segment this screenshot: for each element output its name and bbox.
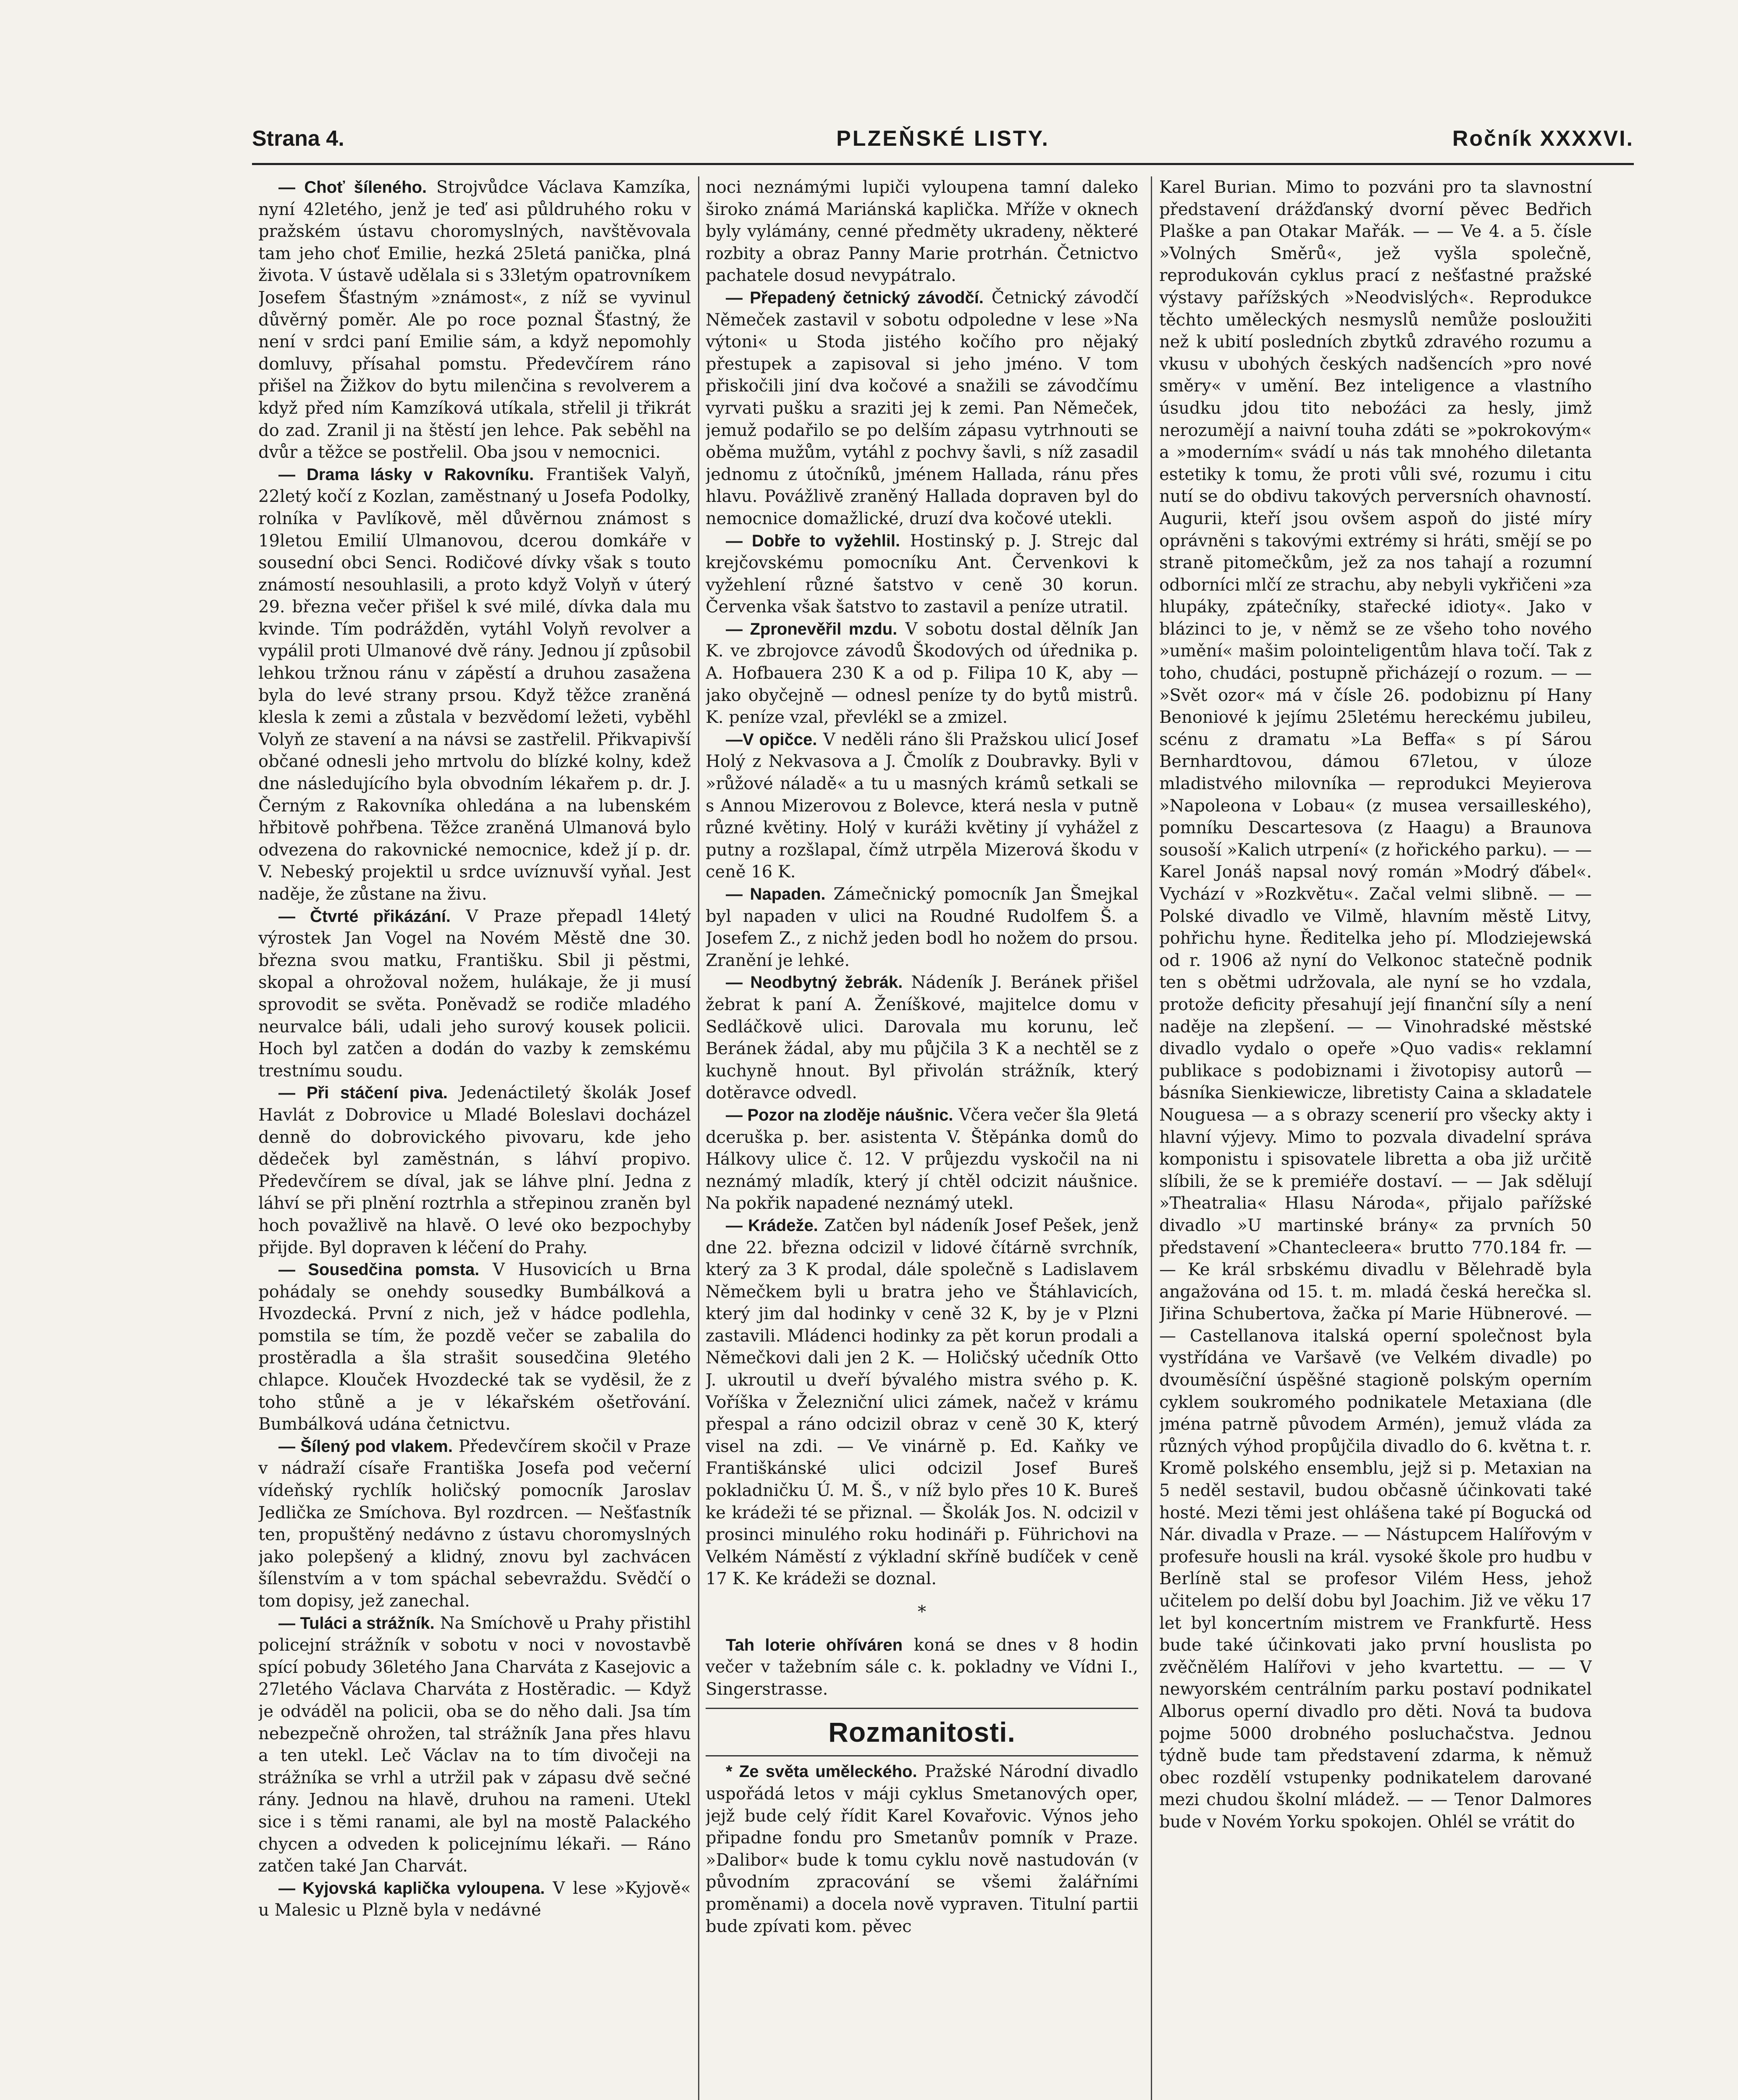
notice-item xyxy=(706,1634,1138,1701)
column-2 xyxy=(706,176,1138,2100)
news-item xyxy=(258,906,691,1082)
news-headline: — Neodbytný žebrák. xyxy=(726,973,903,992)
news-text: Strojvůdce Václava Kamzíka, nyní 42letého, jenž je teď asi půldruhého roku v pražském ústavu choromyslných, navštěvovala tam jeho choť Emilie, hezká 25letá panička, plná života. V ústavě udělala si s 33letým opatrovníkem Josefem Šťastným »známost«, z níž se vyvinul důvěrný poměr. Ale po roce poznal Šťastný, že není v srdci paní Emilie sám, a když nepomohly domluvy, přísahal pomstu. Předevčírem ráno přišel na Žižkov do bytu milenčina s revolverem a když před ním Kamzíková utíkala, střelil ji třikrát do zad. Zranil ji na štěstí jen lehce. Pak seběhl na dvůr a těžce se postřelil. Oba jsou v nemocnici. xyxy=(258,178,691,462)
column-divider-1 xyxy=(698,176,699,2100)
news-headline: — Pozor na zloděje náušnic. xyxy=(726,1105,953,1124)
news-text: V neděli ráno šli Pražskou ulicí Josef Holý z Nekvasova a J. Čmolík z Doubravky. Byli v »růžové náladě« a tu u masných krámů setkali se s Annou Mizerovou z Bolevce, která nesla v putně různé květiny. Holý v kuráži květiny jí vyhážel z putny a rozšlapal, čímž utrpěla Mizerová škodu v ceně 16 K. xyxy=(706,730,1138,882)
news-headline: — Sousedčina pomsta. xyxy=(278,1260,480,1279)
news-text: Nádeník J. Beránek přišel žebrat k paní A. Ženíškové, majitelce domu v Sedláčkově ulici. Darovala mu korunu, leč Beránek žádal, aby mu půjčila 3 K a nechtěl se z kuchyně hnout. Byl přivolán strážník, který dotěravce odvedl. xyxy=(706,973,1138,1103)
news-item xyxy=(706,1215,1138,1590)
news-text: František Valyň, 22letý kočí z Kozlan, zaměstnaný u Josefa Podolky, rolníka v Pavlíkově, měl důvěrnou známost s 19letou Emilií Ulmanovou, dcerou domkáře v sousední obci Senci. Rodičové dívky však s touto známostí nesouhlasili, a proto když Volyň v úterý 29. března večer přišel k své milé, dívka dala mu kvinde. Tím podrážděn, vytáhl Volyň revolver a vypálil proti Ulmanové dvě rány. Jednou jí způsobil lehkou tržnou ránu v zápěstí a druhou zasažena byla do levé strany prsou. Když těžce zraněná klesla k zemi a zůstala v bezvědomí ležeti, vyběhl Volyň ze stavení a na návsi se zastřelil. Přikvapivší občané odnesli jeho mrtvolu do blízké kolny, kdež dne následujícího byla obvodním lékařem p. dr. J. Černým z Rakovníka ohledána a na lubenském hřbitově pohřbena. Těžce zraněná Ulmanová bylo odvezena do rakovnické nemocnice, kdež jí p. dr. V. Nebeský projektil u srdce uvíznuvší vyňal. Jest naděje, že zůstane na živu. xyxy=(258,465,691,904)
section-rule xyxy=(706,1755,1138,1756)
news-item xyxy=(706,1104,1138,1215)
column-3 xyxy=(1159,176,1592,2100)
news-item xyxy=(706,618,1138,729)
news-text: Na Smíchově u Prahy přistihl policejní strážník v sobotu v noci v novostavbě spící pobudy 36letého Jana Charváta z Kasejovic a 27letého Václava Charváta z Hostěradic. — Když je odváděl na policii, oba se do něho dali. Jsa tím nebezpečně ohrožen, tal strážník Jana přes hlavu a ten utekl. Leč Václav na to tím divočeji na strážníka se vrhl a utržil pak v zápasu dvě sečné rány. Jednou na hlavě, druhou na rameni. Utekl sice i s těmi ranami, ale byl na mostě Palackého chycen a odveden k policejnímu lékaři. — Ráno zatčen také Jan Charvát. xyxy=(258,1613,691,1876)
news-text: V Husovicích u Brna pohádaly se onehdy sousedky Bumbálková a Hvozdecká. První z nich, jež v hádce podlehla, pomstila se tím, že pozdě večer se zabalila do prostěradla a šla strašit sousedčina 9letého chlapce. Klouček Hvozdecké tak se vyděsil, že z toho stůně a je v lékařském ošetřování. Bumbálková udána četnictvu. xyxy=(258,1260,691,1434)
news-item xyxy=(706,971,1138,1104)
news-headline: — Při stáčení piva. xyxy=(278,1084,448,1102)
news-item xyxy=(1159,176,1592,1833)
news-headline: — Dobře to vyžehlil. xyxy=(726,531,901,550)
news-text: Četnický závodčí Němeček zastavil v sobotu odpoledne v lese »Na výtoni« u Stoda jistého kočího pro nějaký přestupek a zapisoval si jeho jméno. V tom přiskočili jiní dva kočové a snažili se závodčímu vyrvati pušku a sraziti jej k zemi. Pan Němeček, jemuž podařilo se po delším zápasu vytrhnouti se oběma mužům, vytáhl z pochvy šavli, s níž zasadil jednomu z útočníků, jménem Hallada, ránu přes hlavu. Povážlivě zraněný Hallada dopraven byl do nemocnice domažlické, druzí dva kočové utekli. xyxy=(706,288,1138,528)
news-text: koná se dnes v 8 hodin večer v tažebním sále c. k. pokladny ve Vídni I., Singerstrasse. xyxy=(706,1635,1138,1699)
news-item xyxy=(258,176,691,464)
news-text: Jedenáctiletý školák Josef Havlát z Dobrovice u Mladé Boleslavi docházel denně do dobrovického pivovaru, kde jeho dědeček byl zaměstnán, s láhví propivo. Předevčírem se díval, jak se láhve plní. Jedna z láhví se při plnění roztrhla a střepinou zraněn byl hoch považlivě na hlavě. O levé oko bezpochyby přijde. Byl dopraven k léčení do Prahy. xyxy=(258,1083,691,1257)
column-divider-2 xyxy=(1151,176,1152,2100)
column-1 xyxy=(258,176,691,2100)
news-item xyxy=(706,530,1138,618)
news-headline: — Kyjovská kaplička vyloupena. xyxy=(278,1879,545,1898)
news-item xyxy=(706,883,1138,971)
news-item xyxy=(258,1436,691,1612)
news-headline: — Choť šíleného. xyxy=(278,178,427,197)
news-headline: — Napaden. xyxy=(726,885,826,903)
news-text: Zatčen byl nádeník Josef Pešek, jenž dne 22. března odcizil v lidové čítárně svrchník, který za 3 K prodal, dále společně s Ladislavem Němečkem byli u bratra jeho ve Štáhlavicích, který jim dal hodinky v ceně 32 K, by je v Plzni zastavili. Mládenci hodinky za pět korun prodali a Němečkovi dali jen 2 K. — Holičský učedník Otto J. ukroutil u dveří bývalého mistra svého p. K. Voříška v Železniční ulici zámek, načež v krámu přespal a ráno odcizil obraz v ceně 30 K, který visel na zdi. — Ve vinárně p. Ed. Kaňky ve Františkánské ulici odcizil Josef Bureš pokladničku Ú. M. Š., v níž bylo přes 10 K. Bureš ke krádeži té se přiznal. — Školák Jos. N. odcizil v prosinci minulého roku hodináři p. Führichovi na Velkém Náměstí z výkladní skříně budíček v ceně 17 K. Ke krádeži se doznal. xyxy=(706,1215,1138,1589)
section-heading: Rozmanitosti. xyxy=(828,1717,1016,1748)
news-item xyxy=(258,464,691,906)
news-text: V Praze přepadl 14letý výrostek Jan Vogel na Novém Městě dne 30. března svou matku, Františku. Sbil ji pěstmi, skopal a ohrožoval nožem, hulákaje, že ji musí sprovodit se světa. Poněvadž se rodiče mladého neurvalce báli, udali jeho surový kousek policii. Hoch byl zatčen a dodán do vazby k zemskému trestnímu soudu. xyxy=(258,906,691,1081)
news-headline: * Ze světa uměleckého. xyxy=(726,1762,917,1781)
news-text: noci neznámými lupiči vyloupena tamní daleko široko známá Mariánská kaplička. Mříže v oknech byly vylámány, cenné předměty ukradeny, některé rozbity a obraz Panny Marie protrhán. Četnictvo pachatele dosud nevypátralo. xyxy=(706,178,1138,286)
news-text: V sobotu dostal dělník Jan K. ve zbrojovce závodů Škodových od úřednika p. A. Hofbauera 230 K a od p. Filipa 10 K, aby — jako obyčejně — odnesl peníze ty do bytů mistrů. K. peníze vzal, převlékl se a zmizel. xyxy=(706,619,1138,727)
news-item xyxy=(706,176,1138,287)
news-text: Včera večer šla 9letá dceruška p. ber. asistenta V. Štěpánka domů do Hálkovy ulice č. 12. V průjezdu vyskočil na ni neznámý mladík, který jí chtěl odcizit náušnice. Na pokřik napadené neznámý utekl. xyxy=(706,1105,1138,1213)
news-item xyxy=(258,1082,691,1259)
header-rule xyxy=(252,163,1634,165)
news-text: Zámečnický pomocník Jan Šmejkal byl napaden v ulici na Roudné Rudolfem Š. a Josefem Z., z nichž jeden bodl ho nožem do prsou. Zranění je lehké. xyxy=(706,885,1138,970)
page-number: Strana 4. xyxy=(252,126,344,151)
news-item xyxy=(258,1612,691,1877)
news-text: Pražské Národní divadlo uspořádá letos v máji cyklus Smetanových oper, jejž bude celý řídit Karel Kovařovic. Výnos jeho připadne fondu pro Smetanův pomník v Praze. »Dalibor« bude k tomu cyklu nově nastudován (v původním zpracování se všemi žalářními proměnami) a docela nově vypraven. Titulní partii bude zpívati kom. pěvec xyxy=(706,1762,1138,1936)
volume-number: Ročník XXXXVI. xyxy=(1452,126,1634,151)
news-headline: — Zpronevěřil mzdu. xyxy=(726,620,898,638)
news-item xyxy=(258,1877,691,1922)
news-text: Karel Burian. Mimo to pozváni pro ta slavnostní představení drážďanský dvorní pěvec Bedřich Plaške a pan Otakar Mařák. — — Ve 4. a 5. čísle »Volných Směrů«, jež vyšla společně, reprodukován cyklus prací z nešťastné pražské výstavy pařížských »Neodvislých«. Reprodukce těchto uměleckých nesmyslů nemůže posloužiti než k ubití posledních zbytků zdravého rozumu a vkusu v ubohých českých nadšencích »pro nové směry« v umění. Bez inteligence a vlastního úsudku jdou tito neboźáci za hesly, jimž nerozumějí a naivní touha zdáti se »pokrokovým« a »moderním« svádí u nás tak mnohého diletanta estetiky k tomu, že proti vůli své, rozumu i citu nutí se do obdivu takových perversních ohavností. Augurii, kteří jsou ovšem aspoň do jisté míry oprávněni s takovými extrémy si hráti, smějí se po straně pitomečkům, jež za nos tahají a rozumní odborníci mlčí ze strachu, aby nebyli vykřičeni »za hlupáky, zpátečníky, stařecké idioty«. Jako v blázinci to je, v němž se ze všeho toho nového »umění« mašim polointeligentům hlava točí. Tak z toho, chudáci, postupně přicházejí o rozum. — — »Svět ozor« má v čísle 26. podobiznu pí Hany Benoniové k jejímu 25letému hereckému jubileu, scénu z dramatu »La Beffa« s pí Sárou Bernhardtovou, dámou 67letou, v úloze mladistvého milovníka — reprodukci Meyierova »Napoleona v Lobau« (z musea versailleského), pomníku Descartesova (z Haagu) a Braunova sousoší »Kalich utrpení« (z hořického parku). — — Karel Jonáš napsal nový román »Modrý ďábel«. Vychází v »Rozkvětu«. Začal velmi slibně. — — Polské divadlo ve Vilmě, hlavním městě Litvy, pohřichu hyne. Ředitelka jeho pí. Mlodziejewská od r. 1906 až nyní do Velkonoc statečně podnik ten s obětmi udržovala, ale nyní se ho vzdala, protože deficity přesahují její finanční síly a není naděje na zlepšení. — — Vinohradské městské divadlo vydalo o opeře »Quo vadis« reklamní publikace s podobiznami i životopisy autorů — básníka Sienkiewicze, libretisty Caina a skladatele Nouguesa — a s obrazy scenerií pro všecky akty i hlavní výjevy. Mimo to pozvala divadelní správa komponistu i spisovatele libretta a oba již určitě slíbili, že se k premiéře dostaví. — — Jak sdělují »Theatralia« Hlasu Národa«, přijalo pařížské divadlo »U martinské brány« za prvních 50 představení »Chantecleera« brutto 770.184 fr. — — Ke král srbskému divadlu v Bělehradě byla angažována od 15. t. m. mladá česká herečka sl. Jiřina Schubertova, žačka pí Marie Hübnerové. — — Castellanova italská operní společnost byla vystřídána ve Varšavě (ve Velkém divadle) po dvouměsíční úspěšné stagioně polským operním cyklem soukromého podnikatele Metaxiana (dle jména patrně původem Armén), jemuž vláda za různých výhod propůjčila divadlo do 6. května t. r. Kromě polského ensemblu, jejž si p. Metaxian na 5 neděl sestavil, budou občasně účinkovati také hosté. Mezi těmi jest ohlášena také pí Bogucká od Nár. divadla v Praze. — — Nástupcem Halířovým v profesuře housli na král. vysoké škole pro hudbu v Berlíně stal se profesor Vilém Hess, jehož učitelem po delší dobu byl Joachim. Již ve věku 17 let byl koncertním mistrem ve Frankfurtě. Hess bude také účinkovati jako první houslista po zvěčnělém Halířovi v jeho kvartettu. — — V newyorském centrálním parku postaví podnikatel Alborus operní divadlo pro děti. Nová ta budova pojme 5000 drobného posluchačstva. Jednou týdně bude tam představení zdarma, k němuž obec rozdělí vstupenky podnikatelem darované mezi chudou školní mládež. — — Tenor Dalmores bude v Novém Yorku spokojen. Ohlél se vrátit do xyxy=(1159,178,1592,1832)
news-headline: — Čtvrté přikázání. xyxy=(278,907,451,926)
separator-asterisk: * xyxy=(918,1602,926,1622)
news-headline: Tah loterie ohříváren xyxy=(726,1635,903,1654)
page-header xyxy=(252,126,1634,160)
news-item xyxy=(706,1761,1138,1937)
news-text: Předevčírem skočil v Praze v nádraží císaře Františka Josefa pod večerní vídeňský rychlík holičský pomocník Jaroslav Jedlička ze Smíchova. Byl rozdrcen. — Nešťastník ten, propuštěný nedávno z ústavu choromyslných jako polepšený a klidný, znovu byl zachvácen šílenstvím a v tom spáchal sebevraždu. Svědčí o tom dopisy, jež zanechal. xyxy=(258,1436,691,1611)
news-headline: — Tuláci a strážník. xyxy=(278,1614,435,1633)
newspaper-title: PLZEŇSKÉ LISTY. xyxy=(836,126,1050,151)
news-headline: —V opičce. xyxy=(726,730,817,749)
news-item xyxy=(706,729,1138,883)
news-text: Hostinský p. J. Strejc dal krejčovskému pomocníku Ant. Červenkovi k vyžehlení různé šatstvo v ceně 30 korun. Červenka však šatstvo to zastavil a peníze utratil. xyxy=(706,531,1138,617)
news-item xyxy=(706,287,1138,530)
news-headline: — Přepadený četnický závodčí. xyxy=(726,288,984,307)
news-headline: — Drama lásky v Rakovníku. xyxy=(278,465,534,484)
news-headline: — Krádeže. xyxy=(726,1216,818,1235)
news-text: V lese »Kyjově« u Malesic u Plzně byla v nedávné xyxy=(258,1878,691,1920)
news-headline: — Šílený pod vlakem. xyxy=(278,1437,453,1456)
news-item xyxy=(258,1259,691,1436)
